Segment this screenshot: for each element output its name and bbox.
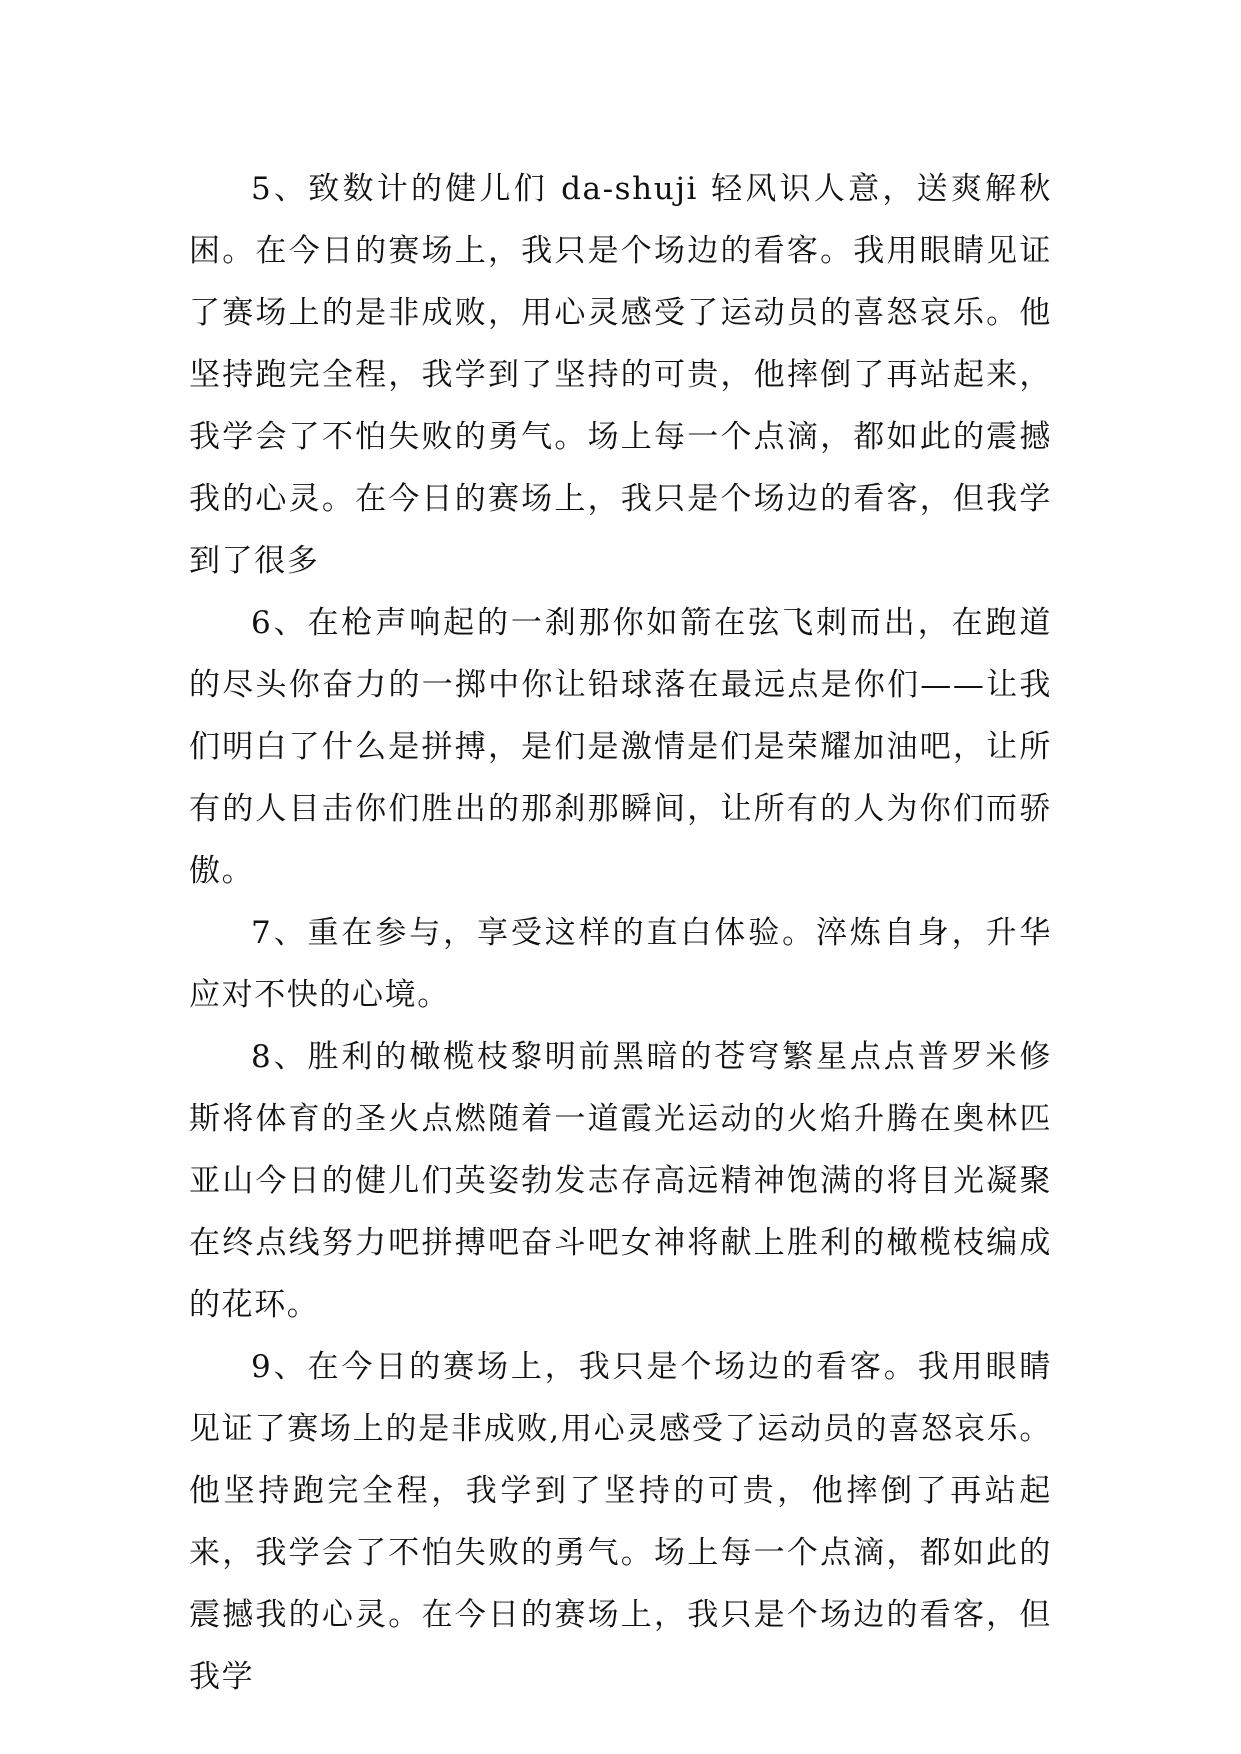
paragraph-8: 8、胜利的橄榄枝黎明前黑暗的苍穹繁星点点普罗米修斯将体育的圣火点燃随着一道霞光运动的火焰升腾在奥林匹亚山今日的健儿们英姿勃发志存高远精神饱满的将目光凝聚在终点线努力吧拼搏吧奋斗吧女神将献上胜利的橄榄枝编成的花环。 [189,1039,1052,1323]
paragraph-9: 9、在今日的赛场上，我只是个场边的看客。我用眼睛见证了赛场上的是非成败,用心灵感受了运动员的喜怒哀乐。他坚持跑完全程，我学到了坚持的可贵，他摔倒了再站起来，我学会了不怕失败的勇气。场上每一个点滴，都如此的震撼我的心灵。在今日的赛场上，我只是个场边的看客，但我学 [189,1349,1052,1695]
document-body [189,158,1052,1708]
paragraph-5: 5、致数计的健儿们 da-shuji 轻风识人意，送爽解秋困。在今日的赛场上，我只是个场边的看客。我用眼睛见证了赛场上的是非成败，用心灵感受了运动员的喜怒哀乐。他坚持跑完全程，我学到了坚持的可贵，他摔倒了再站起来，我学会了不怕失败的勇气。场上每一个点滴，都如此的震撼我的心灵。在今日的赛场上，我只是个场边的看客，但我学到了很多 [189,171,1052,579]
paragraph-6: 6、在枪声响起的一刹那你如箭在弦飞刺而出，在跑道的尽头你奋力的一掷中你让铅球落在最远点是你们——让我们明白了什么是拼搏，是们是激情是们是荣耀加油吧，让所有的人目击你们胜出的那刹那瞬间，让所有的人为你们而骄傲。 [189,605,1052,889]
paragraph-7: 7、重在参与，享受这样的直白体验。淬炼自身，升华应对不快的心境。 [189,915,1052,1013]
